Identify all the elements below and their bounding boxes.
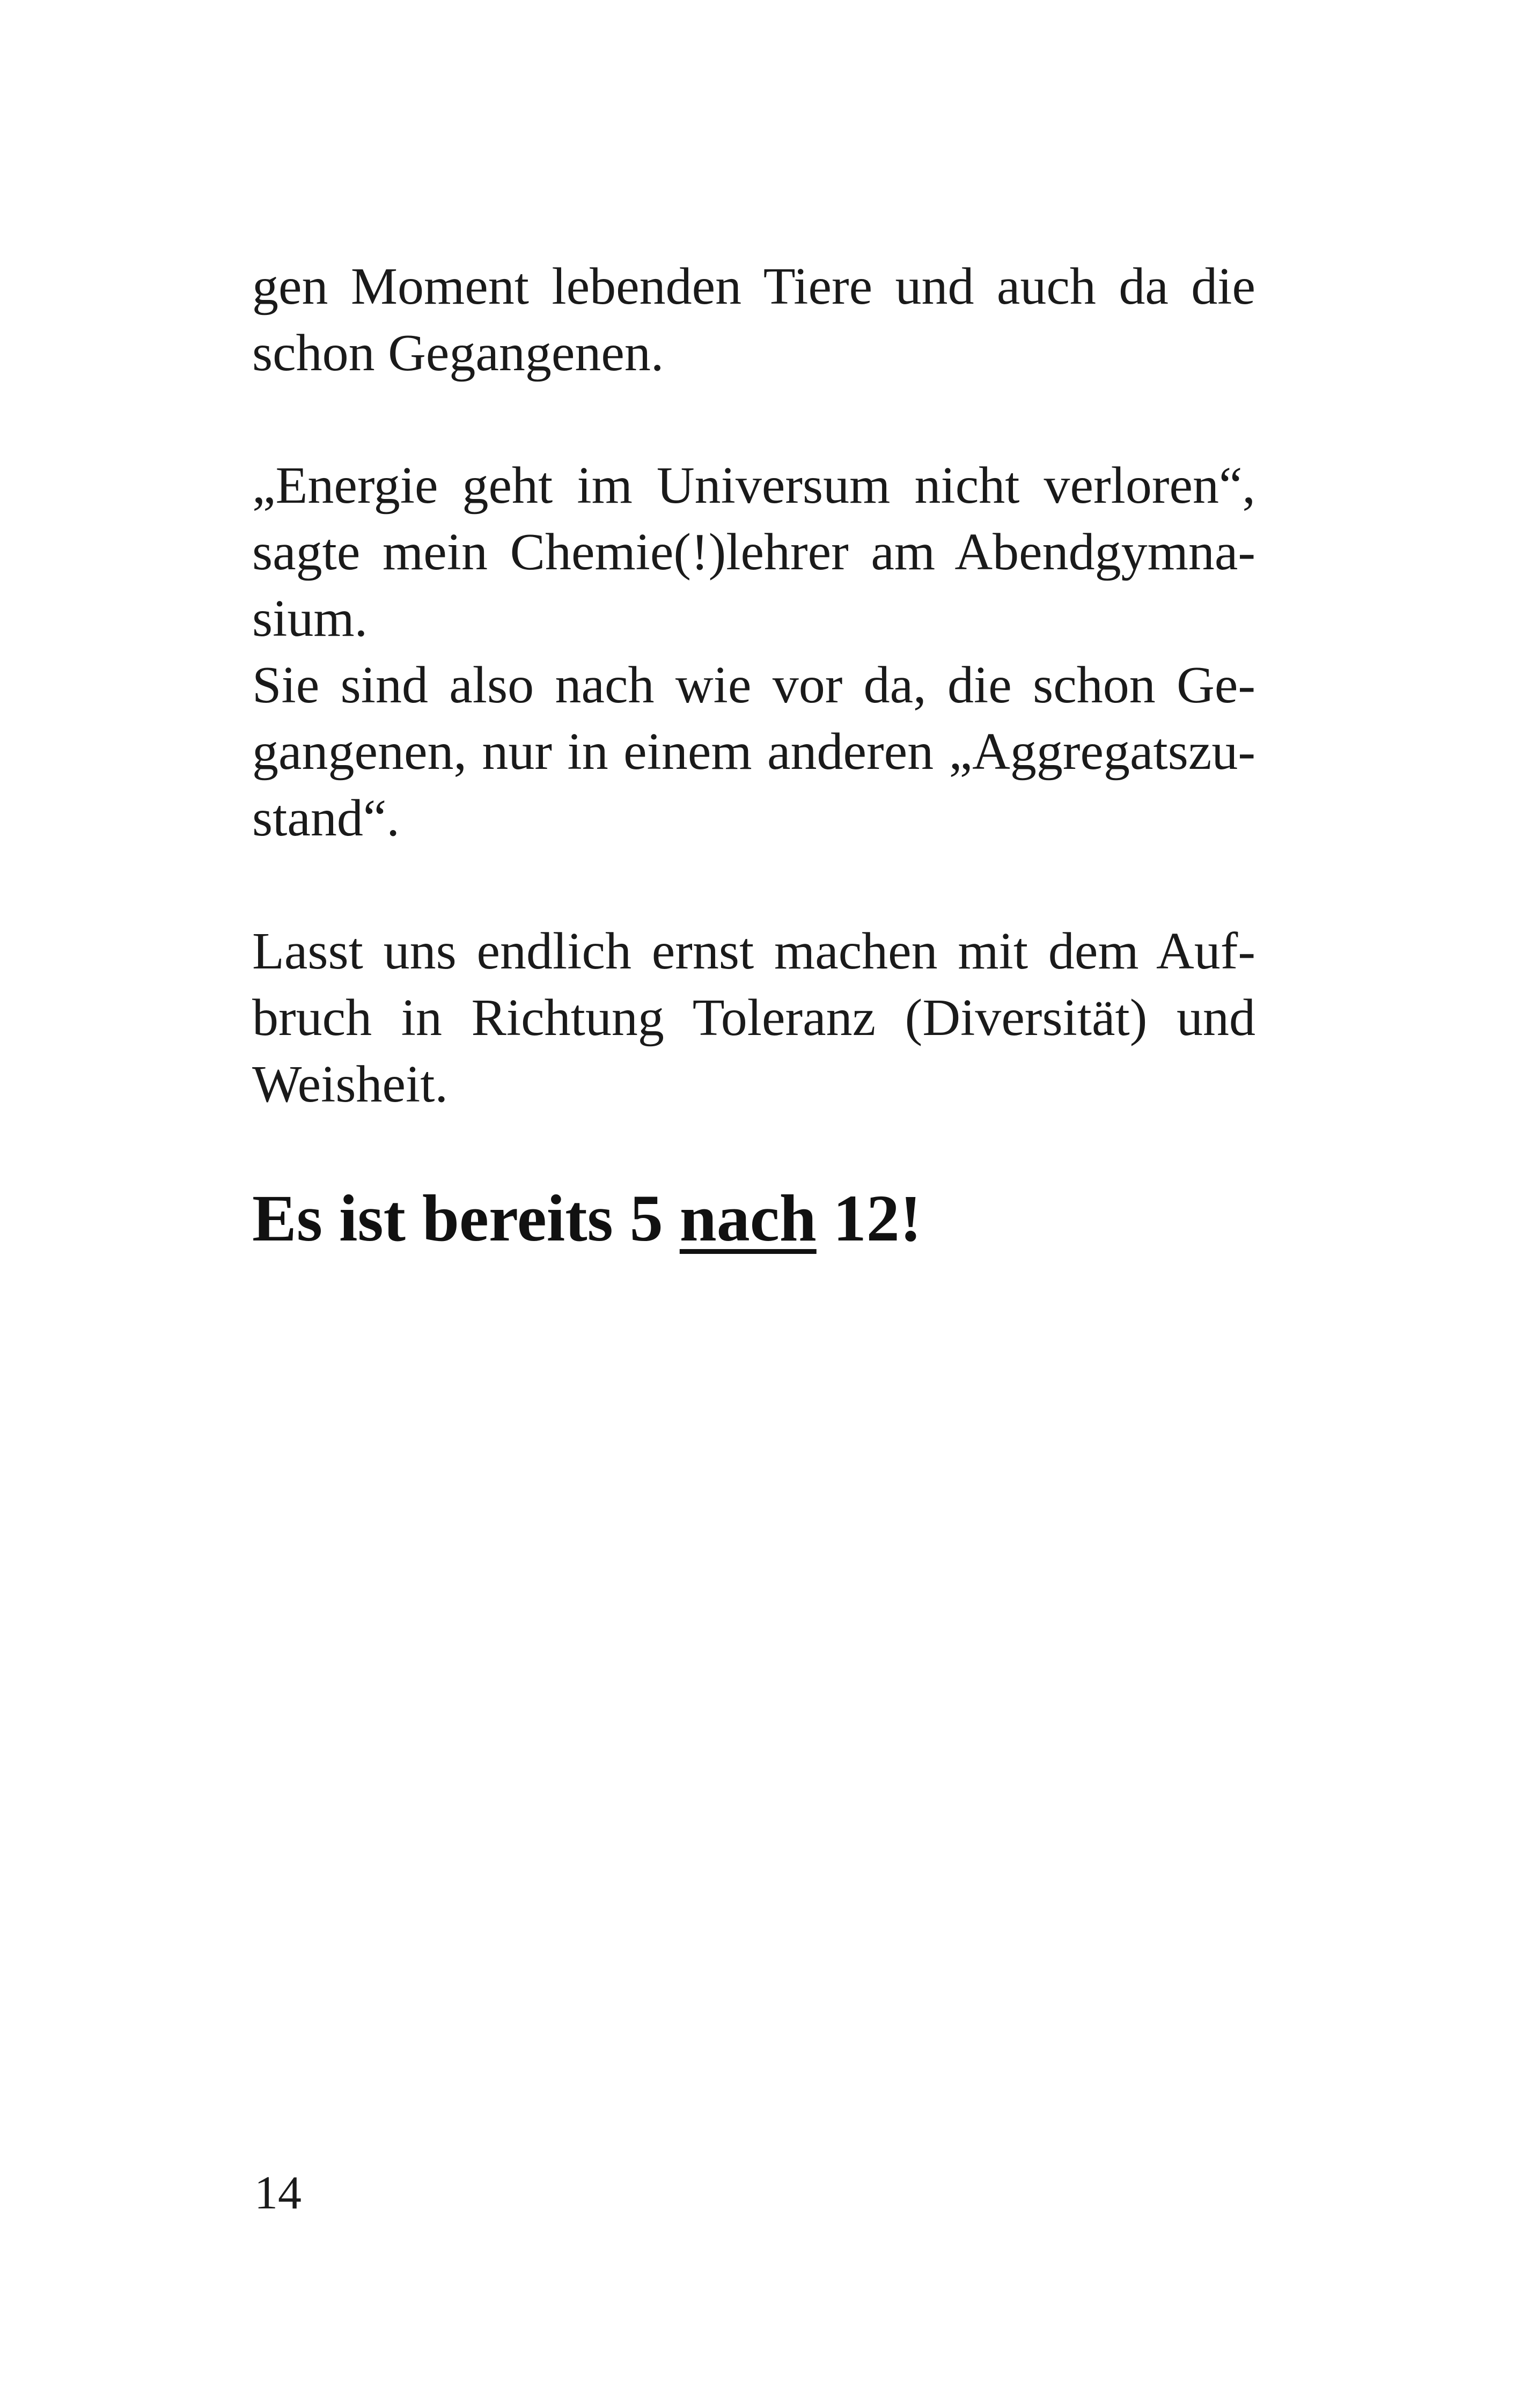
paragraph-line: schon Gegangenen. — [252, 324, 664, 382]
paragraph-line: Weisheit. — [252, 1055, 448, 1113]
paragraph-line: gen Moment lebenden Tiere und auch da die — [252, 258, 1255, 315]
paragraph-line: gangenen, nur in einem anderen „Aggregatszu- — [252, 723, 1255, 781]
closing-statement — [252, 1178, 922, 1259]
paragraph-line: sium. — [252, 590, 368, 648]
page-number: 14 — [254, 2167, 302, 2219]
paragraph-line: stand“. — [252, 789, 400, 847]
paragraph-1 — [252, 253, 1255, 386]
paragraph-2 — [252, 452, 1255, 851]
paragraph-line: bruch in Richtung Toleranz (Diversität) und — [252, 989, 1255, 1047]
closing-text-before: Es ist bereits 5 — [252, 1181, 680, 1255]
paragraph-line: Lasst uns endlich ernst machen mit dem Auf- — [252, 922, 1255, 980]
paragraph-3 — [252, 918, 1255, 1118]
closing-text-after: 12! — [816, 1181, 922, 1255]
paragraph-line: sagte mein Chemie(!)lehrer am Abendgymna- — [252, 523, 1255, 581]
paragraph-line: „Energie geht im Universum nicht verloren“, — [252, 457, 1255, 515]
closing-text-underlined: nach — [679, 1181, 817, 1255]
paragraph-line: Sie sind also nach wie vor da, die schon Ge- — [252, 656, 1255, 714]
